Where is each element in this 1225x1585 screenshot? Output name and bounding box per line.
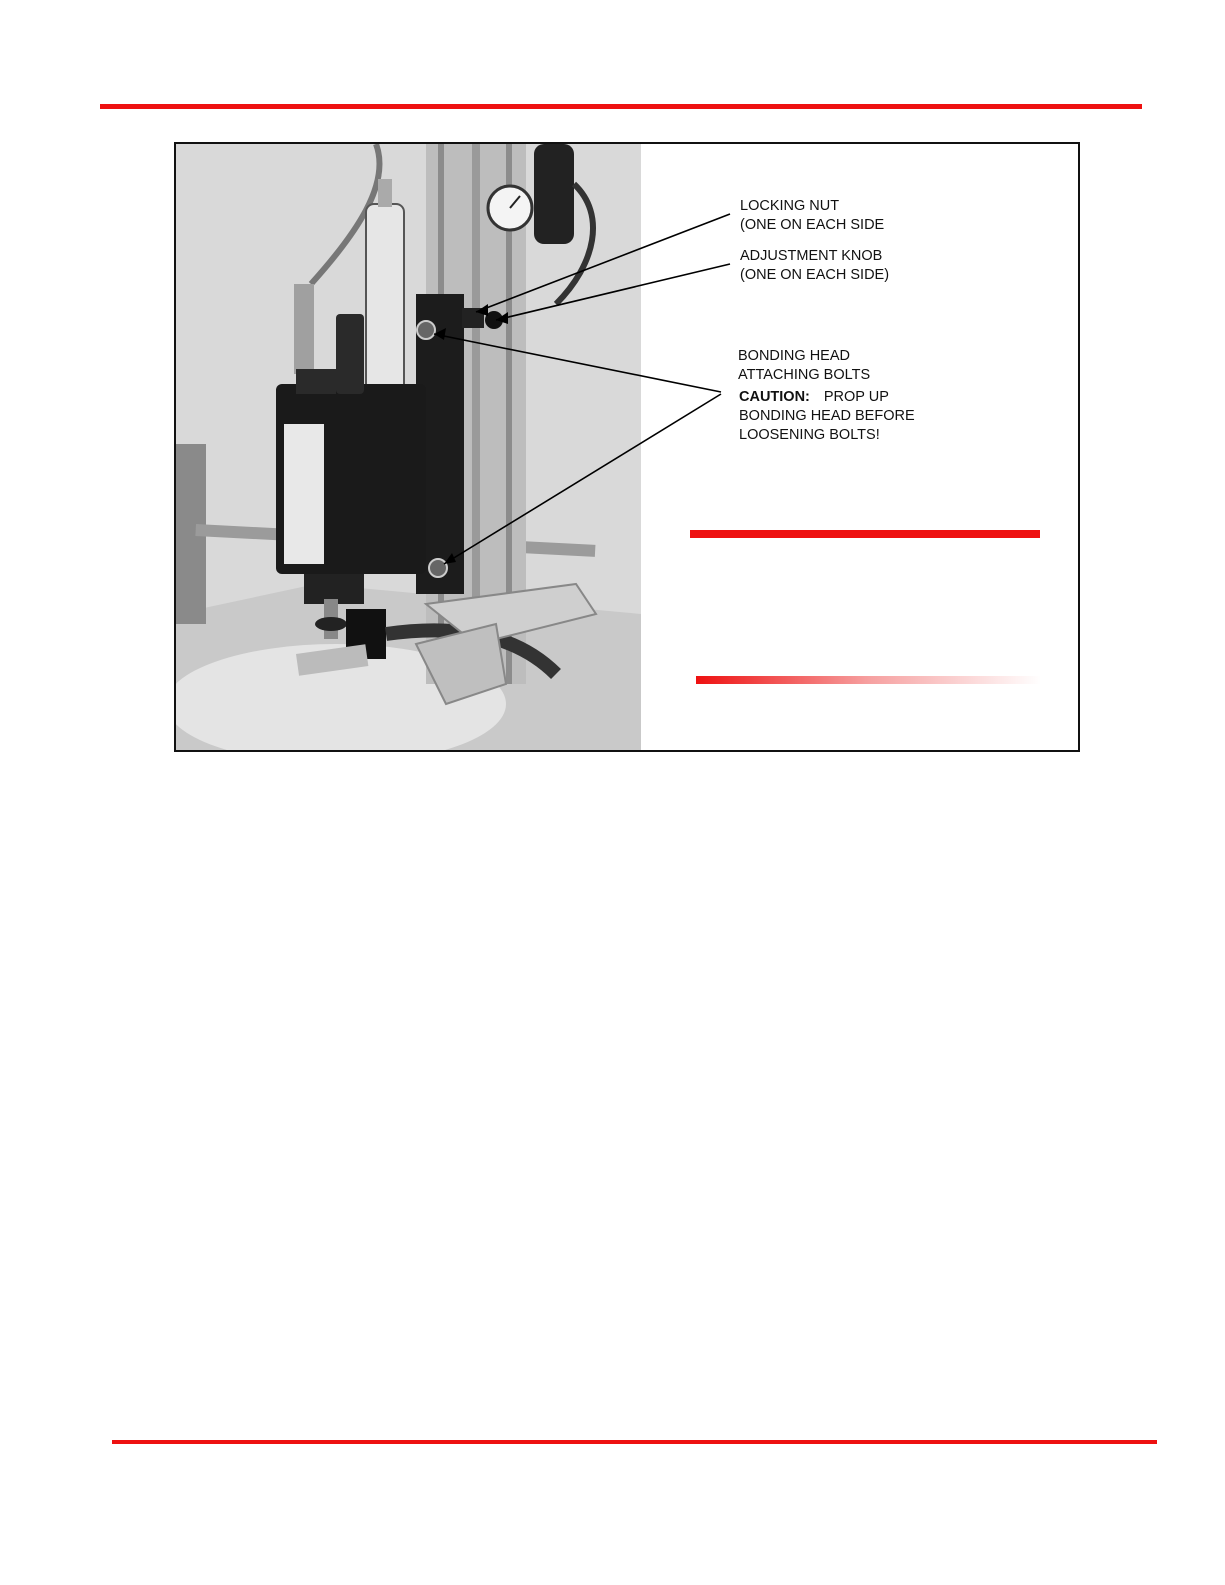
bottom-page-rule: [112, 1440, 1157, 1444]
locking-nut-callout: [740, 197, 884, 235]
bonding-head-callout: [738, 347, 870, 385]
locking-nut-label: LOCKING NUT: [740, 198, 840, 214]
bonding-head-photo: [176, 144, 1078, 750]
caution-line-1: PROP UP: [823, 389, 889, 405]
locking-nut-note: (ONE ON EACH SIDE: [740, 217, 885, 233]
caution-line-2: BONDING HEAD BEFORE: [739, 408, 915, 424]
top-page-rule: [100, 104, 1142, 109]
caution-callout: [739, 388, 915, 445]
caution-label: CAUTION:: [739, 389, 810, 405]
bonding-head-note: ATTACHING BOLTS: [738, 367, 871, 383]
caution-line-3: LOOSENING BOLTS!: [739, 427, 880, 443]
adjustment-knob-label: ADJUSTMENT KNOB: [740, 248, 883, 264]
caution-first-line: [739, 388, 915, 407]
figure-gradient-rule: [696, 676, 1041, 684]
figure-frame: [174, 142, 1080, 752]
figure-red-rule: [690, 530, 1040, 538]
adjustment-knob-callout: [740, 247, 889, 285]
adjustment-knob-note: (ONE ON EACH SIDE): [740, 267, 890, 283]
bonding-head-label: BONDING HEAD: [738, 348, 850, 364]
